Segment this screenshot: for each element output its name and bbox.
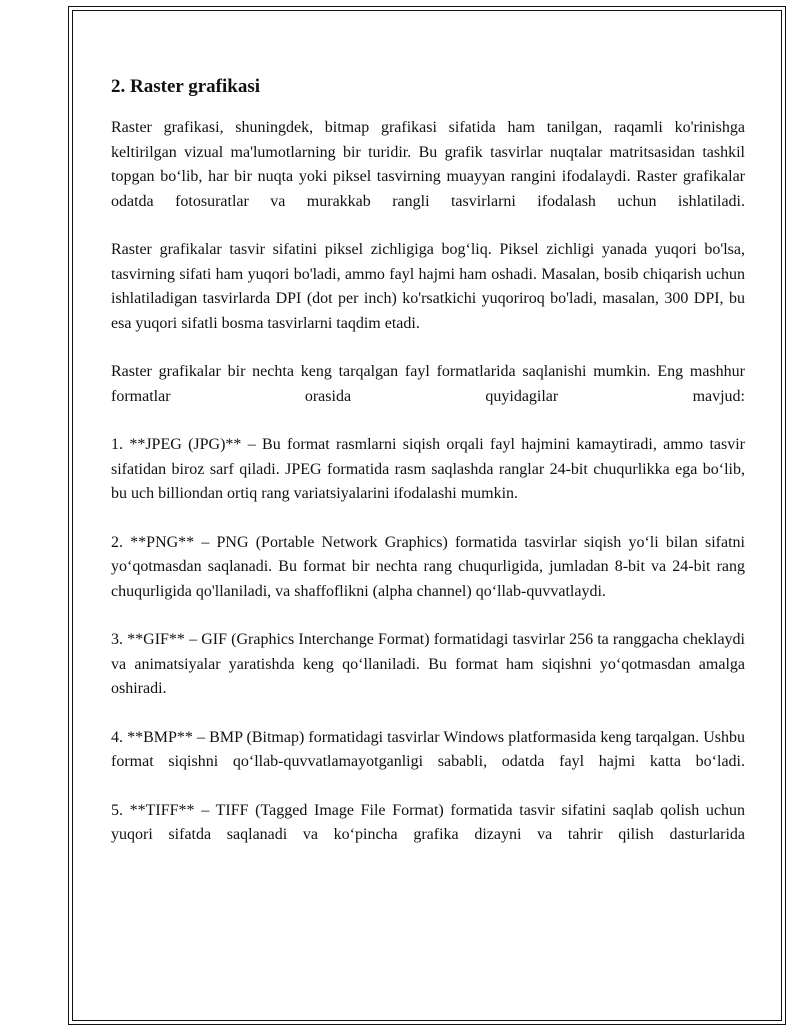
paragraph-pixel-density: Raster grafikalar tasvir sifatini piksel zichligiga bog‘liq. Piksel zichligi yanada yuqori bo'lsa, tasvirning sifati ham yuqori bo'ladi, ammo fayl hajmi ham oshadi. Masalan, bosib chiqarish uchun ishlatiladigan tasvirlarda DPI (dot per inch) ko'rsatkichi yuqoriroq bo'ladi, masalan, 300 DPI, bu esa yuqori sifatli bosma tasvirlarni taqdim etadi.: [111, 241, 745, 332]
paragraph-gif: 3. **GIF** – GIF (Graphics Interchange Format) formatidagi tasvirlar 256 ta ranggacha cheklaydi va animatsiyalar yaratishda keng qo‘llaniladi. Bu format ham siqishni yo‘qotmasdan amalga oshiradi.: [111, 631, 745, 697]
paragraph-bmp: 4. **BMP** – BMP (Bitmap) formatidagi tasvirlar Windows platformasida keng tarqalgan. Ushbu format siqishni qo‘llab-quvvatlamayotganligi sababli, odatda fayl hajmi katta bo‘ladi.: [111, 728, 745, 770]
paragraph-formats-intro: Raster grafikalar bir nechta keng tarqalgan fayl formatlarida saqlanishi mumkin. Eng mashhur formatlar orasida quyidagilar mavjud:: [111, 363, 745, 405]
paragraph-intro: Raster grafikasi, shuningdek, bitmap grafikasi sifatida ham tanilgan, raqamli ko'rinishga keltirilgan vizual ma'lumotlarning bir turidir. Bu grafik tasvirlar nuqtalar matritsasidan tashkil topgan bo‘lib, har bir nuqta yoki piksel tasvirning muayyan rangini ifodalaydi. Raster grafikalar odatda fotosuratlar va murakkab rangli tasvirlarni ifodalash uchun ishlatiladi.: [111, 119, 745, 210]
section-heading: 2. Raster grafikasi: [111, 76, 260, 97]
document-body: [111, 74, 745, 872]
paragraph-jpeg: 1. **JPEG (JPG)** – Bu format rasmlarni siqish orqali fayl hajmini kamaytiradi, ammo tasvir sifatidan biroz sarf qiladi. JPEG formatida rasm saqlashda ranglar 24-bit chuqurlikka ega bo‘lib, bu uch billiondan ortiq rang variatsiyalarini ifodalashi mumkin.: [111, 436, 745, 502]
paragraph-tiff: 5. **TIFF** – TIFF (Tagged Image File Format) formatida tasvir sifatini saqlab qolish uchun yuqori sifatda saqlanadi va ko‘pincha grafika dizayni va tahrir qilish dasturlarida: [111, 801, 745, 843]
paragraph-png: 2. **PNG** – PNG (Portable Network Graphics) formatida tasvirlar siqish yo‘li bilan sifatni yo‘qotmasdan saqlanadi. Bu format bir nechta rang chuqurligida, jumladan 8-bit va 24-bit rang chuqurligida qo'llaniladi, va shaffoflikni (alpha channel) qo‘llab-quvvatlaydi.: [111, 533, 745, 600]
